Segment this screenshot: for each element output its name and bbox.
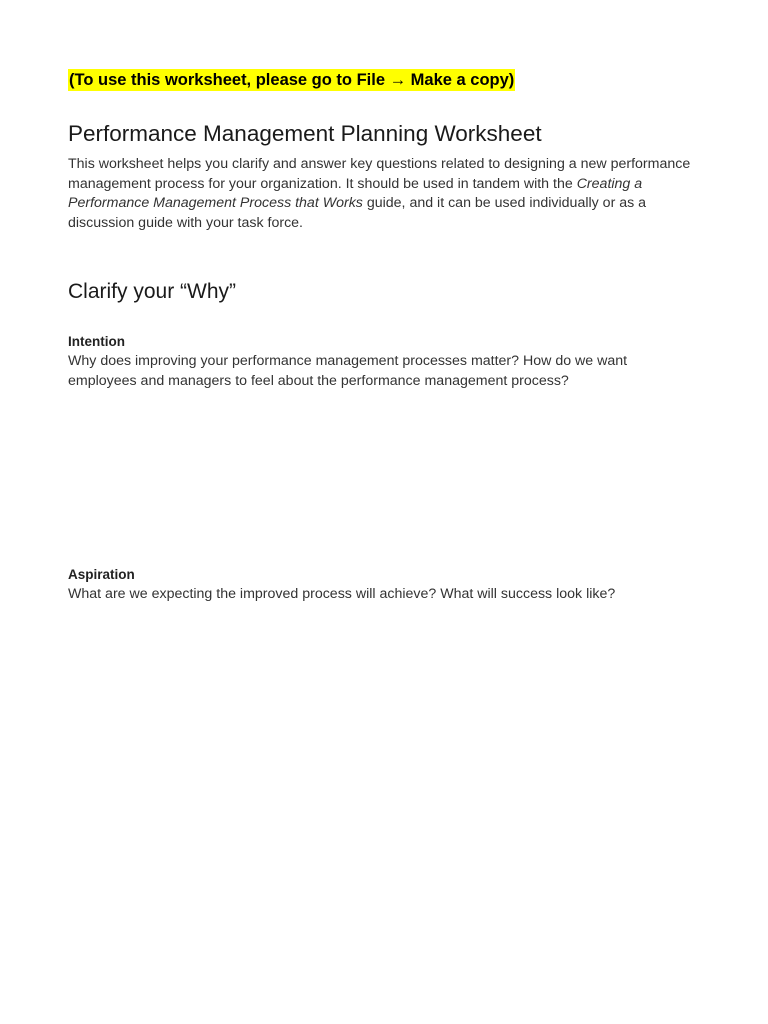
aspiration-question: What are we expecting the improved process will achieve? What will success look like? [68,586,616,602]
copy-instructions-notice: (To use this worksheet, please go to File → Make a copy) [69,71,515,89]
page-title: Performance Management Planning Worksheet [68,121,542,146]
aspiration-label: Aspiration [68,567,135,582]
section-heading-why: Clarify your “Why” [68,280,237,303]
intro-text-part2: guide, and it can be used individually or as a discussion guide with your task force. [68,195,647,231]
intro-paragraph [68,155,698,233]
guide-title: Creating a Performance Management Process that Works [68,175,643,211]
intention-question: Why does improving your performance management processes matter? How do we want employees and managers to feel about the performance management process? [68,353,628,389]
intro-text-part1: This worksheet helps you clarify and answer key questions related to designing a new performance management process for your organization. It should be used in tandem with the [68,156,691,192]
intention-label: Intention [68,334,125,349]
